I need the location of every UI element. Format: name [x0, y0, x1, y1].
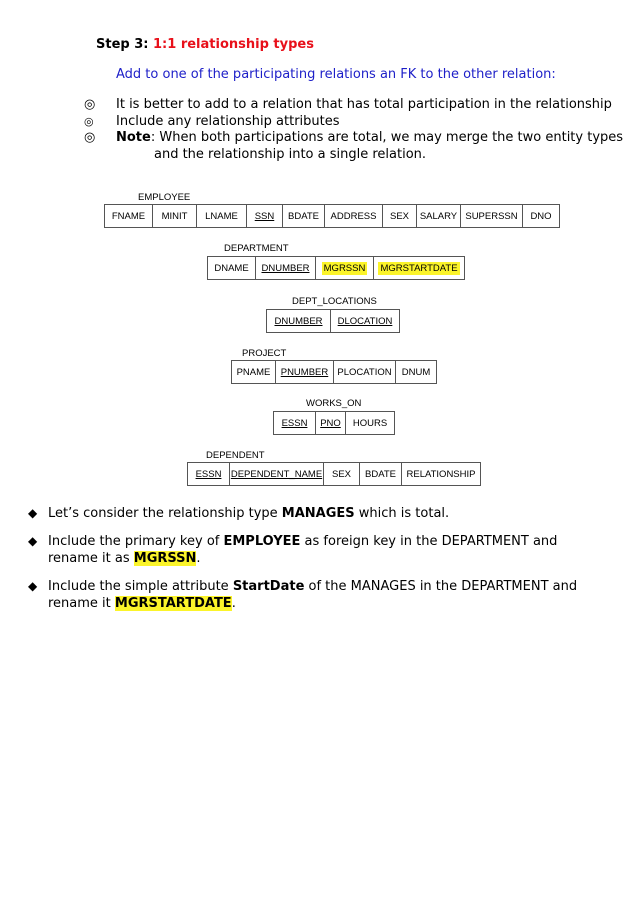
text-segment: . — [196, 551, 201, 566]
attr-cell-primary-key: DLOCATION — [337, 315, 393, 327]
attr-cell: SEX — [383, 205, 417, 227]
text-segment: Include the primary key of — [48, 534, 224, 549]
circle-bullet-icon: ◎ — [84, 130, 96, 145]
text-segment: Include the simple attribute — [48, 579, 233, 594]
list-item — [28, 533, 588, 567]
attr-cell: SEX — [324, 463, 360, 485]
list-item-text — [48, 505, 449, 522]
list-item — [28, 578, 588, 612]
step-label: Step 3: — [96, 37, 149, 52]
mgrstartdate-highlight: MGRSTARTDATE — [380, 262, 458, 274]
attr-cell-primary-key: PNO — [316, 412, 346, 434]
attr-cell: SUPERSSN — [461, 205, 523, 227]
attr-cell-highlighted — [374, 257, 464, 279]
relation-title-works-on: WORKS_ON — [306, 398, 362, 409]
attr-cell-primary-key: DNUMBER — [267, 310, 331, 332]
rule-list — [84, 97, 623, 163]
list-item — [84, 97, 623, 114]
text-segment: . — [231, 596, 236, 611]
text-segment: Let’s consider the relationship type — [48, 506, 282, 521]
attr-cell: DNUM — [401, 366, 431, 378]
bold-term: MANAGES — [281, 506, 355, 521]
attr-cell: BDATE — [360, 463, 402, 485]
attr-cell: BDATE — [283, 205, 325, 227]
attr-cell-primary-key: DEPENDENT_NAME — [230, 463, 324, 485]
attr-cell-primary-key: ESSN — [274, 412, 316, 434]
diamond-bullet-icon: ◆ — [28, 534, 38, 548]
list-item-text: It is better to add to a relation that has total participation in the relationship — [116, 97, 612, 112]
manages-explanation-list — [28, 505, 588, 623]
bold-term: StartDate — [232, 579, 305, 594]
relation-department — [207, 256, 465, 280]
attr-cell: LNAME — [197, 205, 247, 227]
attr-cell: DNAME — [208, 257, 256, 279]
attr-cell: PLOCATION — [334, 361, 396, 383]
circle-bullet-icon: ◎ — [84, 97, 96, 112]
text-segment: which is total. — [354, 506, 450, 521]
relation-works-on — [273, 411, 395, 435]
diamond-bullet-icon: ◆ — [28, 506, 38, 520]
text-segment: of the MANAGES in the DEPARTMENT and rename it — [48, 579, 578, 611]
step-title: 1:1 relationship types — [153, 37, 314, 52]
attr-cell: SALARY — [417, 205, 461, 227]
relation-dependent — [187, 462, 481, 486]
relation-title-dependent: DEPENDENT — [206, 450, 265, 461]
list-item — [84, 130, 623, 147]
attr-cell: DNO — [530, 210, 552, 222]
list-item-text — [48, 578, 588, 612]
attr-cell: HOURS — [352, 417, 388, 429]
list-item — [84, 114, 623, 131]
relation-employee — [104, 204, 560, 228]
attr-cell: FNAME — [105, 205, 153, 227]
attr-cell: RELATIONSHIP — [406, 468, 476, 480]
relation-title-project: PROJECT — [242, 348, 287, 359]
mgrssn-highlight: MGRSSN — [323, 262, 366, 274]
attr-cell-highlighted — [316, 257, 374, 279]
step-heading — [96, 37, 314, 52]
note-text: : When both participations are total, we may merge the two entity types — [150, 130, 624, 145]
attr-cell: MINIT — [153, 205, 197, 227]
relation-project — [231, 360, 437, 384]
relation-title-department: DEPARTMENT — [224, 243, 289, 254]
attr-cell-primary-key: DNUMBER — [256, 257, 316, 279]
relation-title-dept-locations: DEPT_LOCATIONS — [292, 296, 377, 307]
attr-cell-primary-key: ESSN — [188, 463, 230, 485]
attr-cell: ADDRESS — [325, 205, 383, 227]
circle-bullet-icon: ◎ — [84, 114, 94, 128]
highlighted-term: MGRSSN — [133, 551, 197, 566]
list-item-text — [116, 130, 623, 147]
text-segment: as foreign key in the DEPARTMENT and rename it as — [48, 534, 558, 566]
list-item-text: Include any relationship attributes — [116, 113, 340, 129]
bold-term: EMPLOYEE — [223, 534, 301, 549]
highlighted-term: MGRSTARTDATE — [114, 596, 232, 611]
note-continuation: and the relationship into a single relation. — [154, 146, 427, 162]
note-label: Note — [116, 130, 151, 145]
list-item-text — [48, 533, 588, 567]
relation-title-employee: EMPLOYEE — [138, 192, 191, 203]
diamond-bullet-icon: ◆ — [28, 579, 38, 593]
intro-text: Add to one of the participating relations an FK to the other relation: — [116, 67, 556, 82]
attr-cell-primary-key: PNUMBER — [276, 361, 334, 383]
attr-cell: PNAME — [232, 361, 276, 383]
attr-cell-primary-key: SSN — [247, 205, 283, 227]
relation-dept-locations — [266, 309, 400, 333]
list-item — [28, 505, 588, 522]
